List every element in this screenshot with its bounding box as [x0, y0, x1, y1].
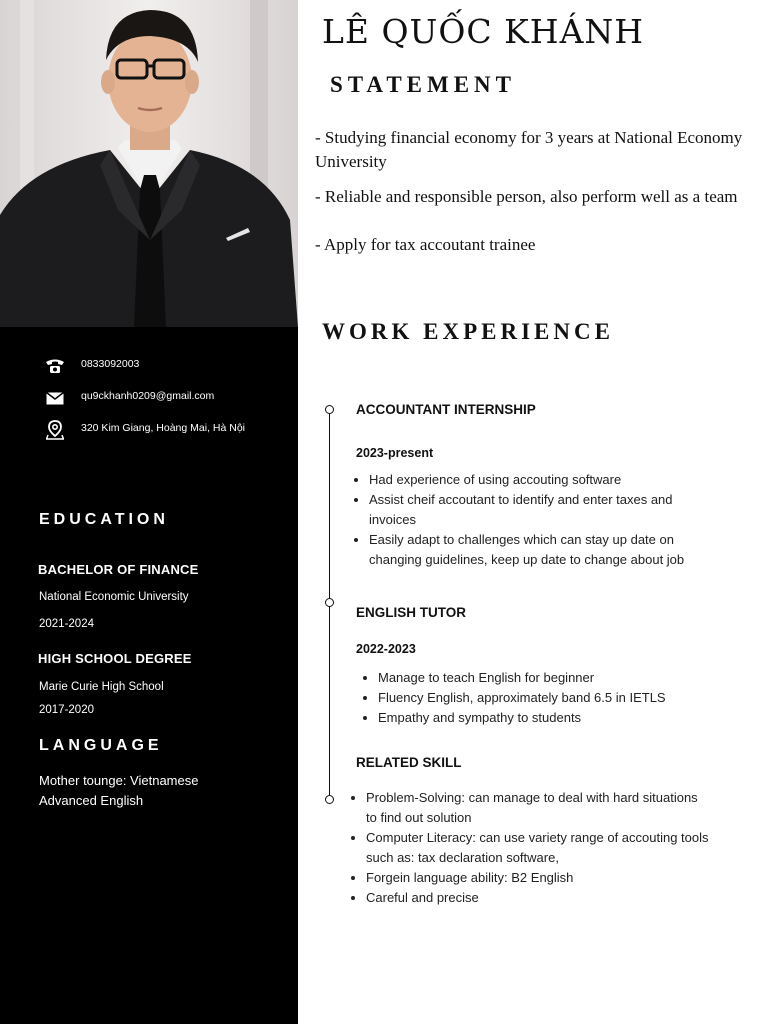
statement-heading: STATEMENT — [330, 72, 517, 97]
contact-phone — [44, 354, 140, 378]
profile-photo — [0, 0, 298, 327]
job-title-2: ENGLISH TUTOR — [356, 605, 467, 620]
education-degree-1: BACHELOR OF FINANCE — [38, 562, 199, 577]
language-line-1: Mother tounge: Vietnamese — [39, 773, 199, 788]
education-years-1: 2021-2024 — [39, 618, 94, 630]
address-text: 320 Kim Giang, Hoàng Mai, Hà Nội — [81, 422, 245, 434]
education-heading: EDUCATION — [39, 511, 169, 528]
phone-text: 0833092003 — [81, 358, 140, 370]
timeline-dot-2 — [325, 598, 334, 607]
list-item: • Had experience of using accouting software — [369, 470, 709, 490]
list-item: • Assist cheif accoutant to identify and enter taxes and invoices — [369, 490, 709, 530]
location-pin-icon — [44, 419, 66, 441]
job-title-1: ACCOUNTANT INTERNSHIP — [356, 402, 536, 417]
language-line-2: Advanced English — [39, 793, 144, 808]
work-experience-heading: WORK EXPERIENCE — [322, 319, 614, 344]
list-item: • Easily adapt to challenges which can stay up date on changing guidelines, keep up date to change about job — [369, 530, 709, 570]
list-item: • Manage to teach English for beginner — [378, 668, 718, 688]
candidate-name: LÊ QUỐC KHÁNH — [322, 12, 645, 51]
job-period-2: 2022-2023 — [356, 642, 416, 656]
timeline-dot-1 — [325, 405, 334, 414]
job-bullets-2 — [364, 668, 718, 728]
statement-line-1: - Studying financial economy for 3 years at National Economy University — [315, 128, 743, 171]
statement-line-2: - Reliable and responsible person, also perform well as a team — [315, 187, 738, 206]
job-period-1: 2023-present — [356, 446, 434, 460]
education-degree-2: HIGH SCHOOL DEGREE — [38, 651, 192, 666]
related-skill-heading: RELATED SKILL — [356, 755, 462, 770]
list-item: • Careful and precise — [366, 888, 711, 908]
list-item: • Problem-Solving: can manage to deal with hard situations to find out solution — [366, 788, 711, 828]
language-heading: LANGUAGE — [39, 737, 163, 754]
contact-email — [44, 386, 215, 410]
email-text: qu9ckhanh0209@gmail.com — [81, 390, 215, 402]
statement-line-3: - Apply for tax accoutant trainee — [315, 235, 536, 254]
list-item: • Empathy and sympathy to students — [378, 708, 718, 728]
envelope-icon — [44, 387, 66, 409]
list-item: • Forgein language ability: B2 English — [366, 868, 711, 888]
list-item: • Computer Literacy: can use variety range of accouting tools such as: tax declaration software, — [366, 828, 711, 868]
job-bullets-1 — [355, 470, 709, 570]
list-item: • Fluency English, approximately band 6.5 in IETLS — [378, 688, 718, 708]
education-school-2: Marie Curie High School — [39, 681, 164, 693]
education-school-1: National Economic University — [39, 591, 189, 603]
phone-icon — [44, 355, 66, 377]
skill-bullets — [352, 788, 711, 908]
timeline-dot-3 — [325, 795, 334, 804]
contact-address — [44, 418, 245, 442]
education-years-2: 2017-2020 — [39, 704, 94, 716]
